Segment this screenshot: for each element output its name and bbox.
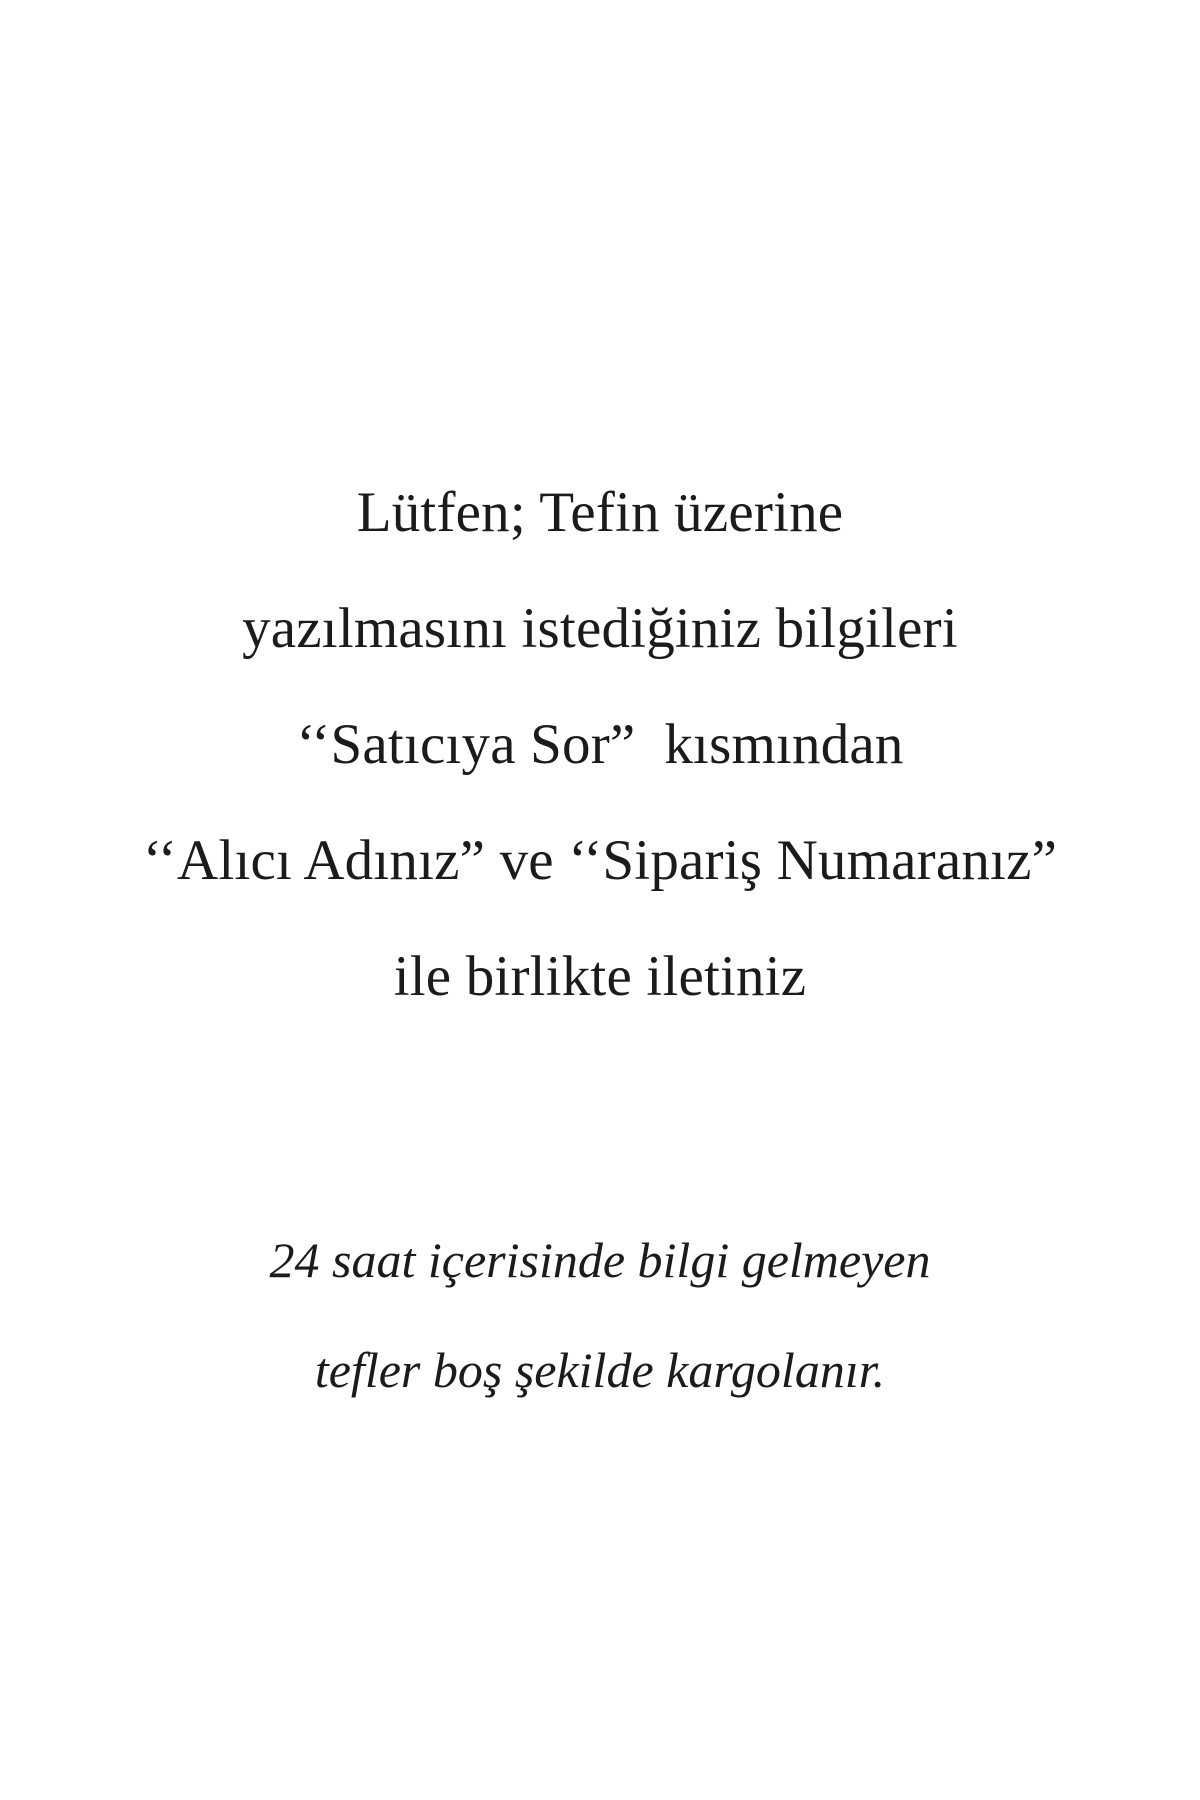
notice-paragraph xyxy=(100,455,1100,1035)
footnote-line-1: 24 saat içerisinde bilgi gelmeyen xyxy=(269,1232,931,1288)
footnote-line-2: tefler boş şekilde kargolanır. xyxy=(314,1342,886,1398)
notice-line-5: ile birlikte iletiniz xyxy=(393,945,807,1008)
notice-line-1: Lütfen; Tefin üzerine xyxy=(356,481,844,544)
notice-line-2: yazılmasını istediğiniz bilgileri xyxy=(242,597,958,660)
document-content xyxy=(0,455,1200,1425)
notice-line-3: ‘‘Satıcıya Sor” kısmından xyxy=(296,713,904,776)
notice-line-4: ‘‘Alıcı Adınız” ve ‘‘Sipariş Numaranız” xyxy=(142,829,1058,892)
footnote-paragraph xyxy=(100,1205,1100,1425)
